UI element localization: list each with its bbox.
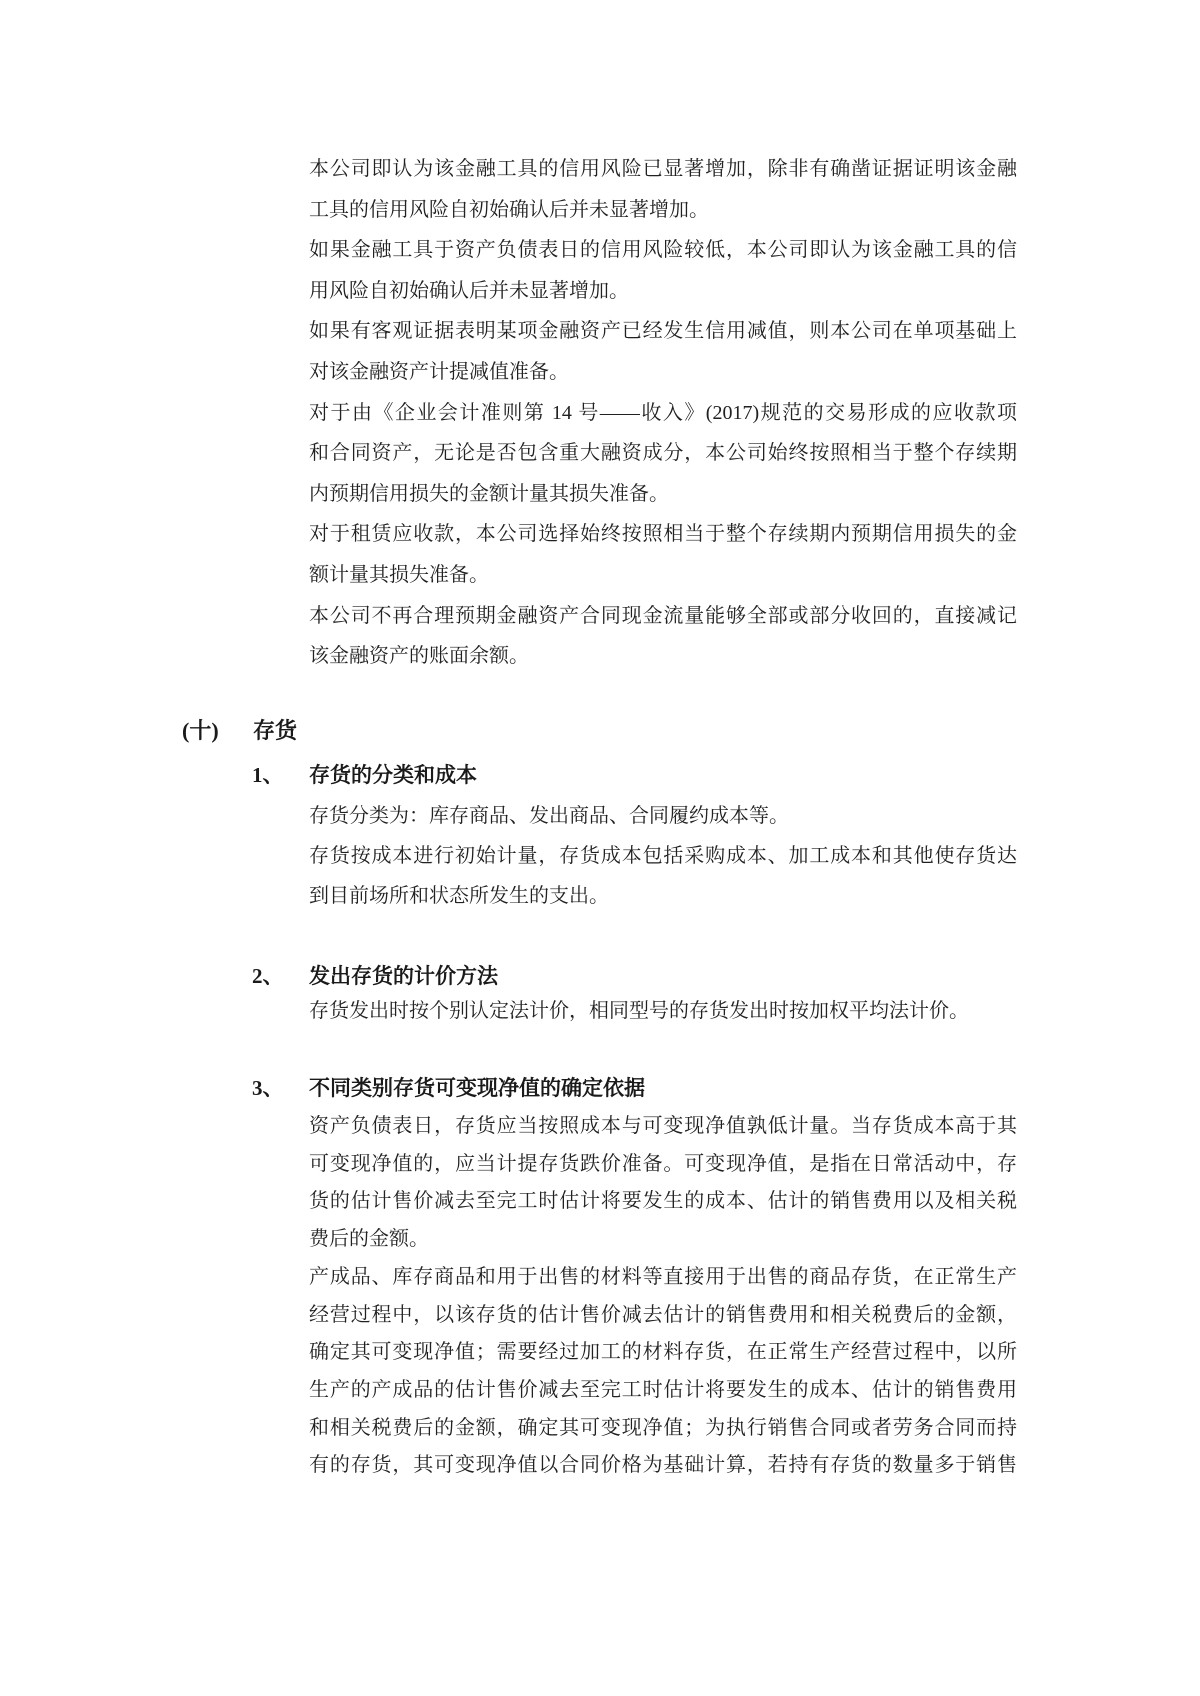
text-line: 确定其可变现净值；需要经过加工的材料存货，在正常生产经营过程中，以所: [309, 1341, 1017, 1364]
section-title: 存货: [253, 718, 298, 743]
subsection-title: 不同类别存货可变现净值的确定依据: [309, 1076, 645, 1100]
text-line: 额计量其损失准备。: [309, 563, 489, 586]
subsection-body: [309, 1108, 1017, 1485]
text-line: 用风险自初始确认后并未显著增加。: [309, 279, 629, 302]
subsection-body: [309, 991, 1017, 1031]
section-number: (十): [182, 718, 219, 743]
text-line: 对于由《企业会计准则第 14 号——收入》(2017)规范的交易形成的应收款项: [309, 401, 1017, 424]
text-line: 生产的产成品的估计售价减去至完工时估计将要发生的成本、估计的销售费用: [309, 1378, 1017, 1401]
text-line: 货的估计售价减去至完工时估计将要发生的成本、估计的销售费用以及相关税: [309, 1190, 1017, 1213]
text-line: 工具的信用风险自初始确认后并未显著增加。: [309, 198, 709, 221]
subsection-title: 发出存货的计价方法: [309, 964, 498, 988]
subsection-heading: [252, 961, 1032, 991]
text-line: 对于租赁应收款，本公司选择始终按照相当于整个存续期内预期信用损失的金: [309, 523, 1017, 546]
text-line: 该金融资产的账面余额。: [309, 645, 529, 668]
text-line: 费后的金额。: [309, 1228, 429, 1251]
text-line: 有的存货，其可变现净值以合同价格为基础计算，若持有存货的数量多于销售: [309, 1454, 1017, 1477]
subsection-number: 1、: [252, 763, 284, 787]
text-line: 如果金融工具于资产负债表日的信用风险较低，本公司即认为该金融工具的信: [309, 239, 1017, 262]
subsection-body: [309, 796, 1017, 916]
subsection-heading: [252, 760, 1032, 790]
text-line: 产成品、库存商品和用于出售的材料等直接用于出售的商品存货，在正常生产: [309, 1265, 1017, 1288]
text-line: 可变现净值的，应当计提存货跌价准备。可变现净值，是指在日常活动中，存: [309, 1152, 1017, 1175]
text-line: 对该金融资产计提减值准备。: [309, 360, 569, 383]
text-line: 存货发出时按个别认定法计价，相同型号的存货发出时按加权平均法计价。: [309, 1000, 969, 1022]
text-line: 和相关税费后的金额，确定其可变现净值；为执行销售合同或者劳务合同而持: [309, 1416, 1017, 1439]
text-line: 本公司即认为该金融工具的信用风险已显著增加，除非有确凿证据证明该金融: [309, 158, 1017, 180]
text-line: 资产负债表日，存货应当按照成本与可变现净值孰低计量。当存货成本高于其: [309, 1115, 1017, 1137]
text-line: 存货按成本进行初始计量，存货成本包括采购成本、加工成本和其他使存货达: [309, 845, 1017, 867]
subsection-number: 3、: [252, 1076, 284, 1100]
subsection-number: 2、: [252, 964, 284, 988]
section-heading: [182, 716, 297, 746]
credit-risk-paragraphs: [309, 149, 1017, 677]
subsection-heading: [252, 1073, 1032, 1103]
text-line: 内预期信用损失的金额计量其损失准备。: [309, 482, 669, 505]
text-line: 经营过程中，以该存货的估计售价减去估计的销售费用和相关税费后的金额，: [309, 1303, 1017, 1326]
text-line: 存货分类为：库存商品、发出商品、合同履约成本等。: [309, 805, 789, 827]
text-line: 和合同资产，无论是否包含重大融资成分，本公司始终按照相当于整个存续期: [309, 442, 1017, 465]
text-line: 到目前场所和状态所发生的支出。: [309, 885, 609, 907]
text-line: 如果有客观证据表明某项金融资产已经发生信用减值，则本公司在单项基础上: [309, 320, 1017, 343]
text-line: 本公司不再合理预期金融资产合同现金流量能够全部或部分收回的，直接减记: [309, 604, 1017, 627]
subsection-title: 存货的分类和成本: [309, 763, 477, 787]
